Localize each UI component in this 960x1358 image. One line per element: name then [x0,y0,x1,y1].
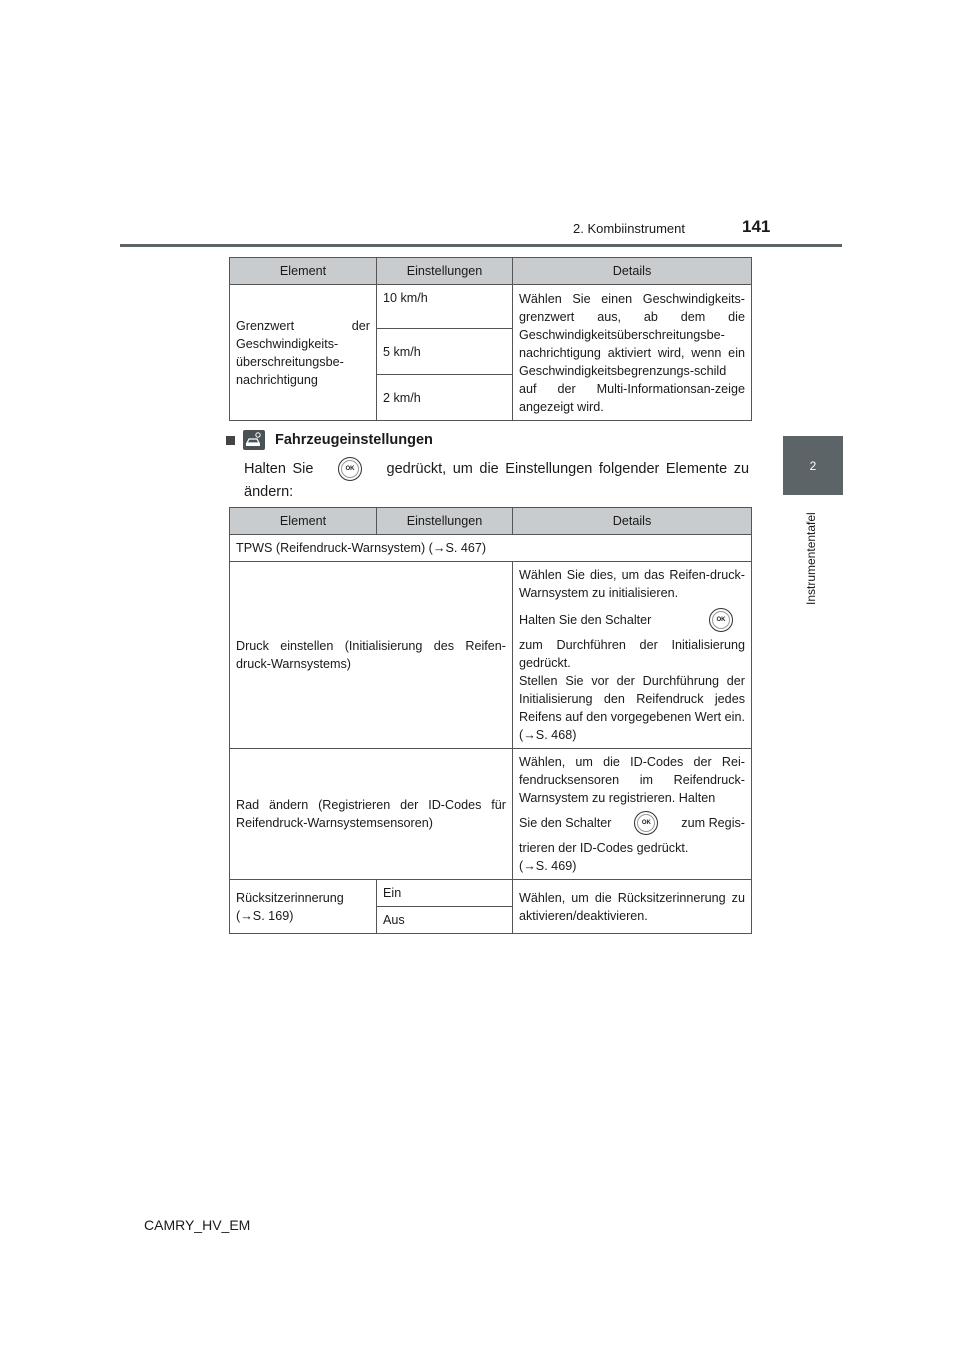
tpws-cell: TPWS (Reifendruck-Warnsystem) (→S. 467) [230,535,752,562]
ok-button-icon: OK [709,608,733,632]
details-line: trieren der ID-Codes gedrückt. [519,841,689,855]
header-element: Element [230,258,377,285]
setting-cell: 2 km/h [377,375,513,421]
details-text: Sie den Schalter [519,816,612,830]
table-header-row [230,258,752,285]
details-line: Wählen, um die ID-Codes der Rei-fendrucksensoren im Reifendruck-Warnsystem zu registrieren. Halten [519,755,745,805]
header-element: Element [230,508,377,535]
chapter-label-text: Instrumententafel [804,512,818,605]
details-line: (→S. 469) [519,859,577,873]
section-title-text: Fahrzeugeinstellungen [275,432,433,448]
element-cell: Grenzwert der Geschwindigkeits-überschreitungsbe-nachrichtigung [230,285,377,421]
speed-warning-table [229,257,752,421]
instruction-part-1: Halten Sie [244,460,314,477]
section-header: 2. Kombiinstrument [573,221,685,236]
element-line: Rücksitzerinnerung [236,890,344,905]
document-code: CAMRY_HV_EM [144,1217,251,1233]
table-row [230,880,752,907]
header-details: Details [513,258,752,285]
chapter-label [800,512,820,615]
table-row [230,535,752,562]
page-number: 141 [742,217,771,236]
element-cell: Rad ändern (Registrieren der ID-Codes für Reifendruck-Warnsystemsensoren) [230,749,513,880]
details-cell [513,749,752,880]
chapter-number: 2 [809,458,817,473]
header-settings: Einstellungen [377,508,513,535]
table-header-row [230,508,752,535]
setting-cell: 5 km/h [377,329,513,375]
header-divider [120,244,842,247]
ok-button-icon: OK [634,811,658,835]
details-text: zum Regis- [681,816,745,830]
details-cell [513,562,752,749]
bullet-square-icon [226,436,235,445]
chapter-tab [783,436,843,495]
header-details: Details [513,508,752,535]
table-row [230,749,752,880]
table-row [230,562,752,749]
details-line: zum Durchführen der Initialisierung gedrückt. [519,638,745,670]
details-text: Halten Sie den Schalter [519,613,652,627]
details-line: Wählen Sie dies, um das Reifen-druck-Warnsystem zu initialisieren. [519,568,745,600]
vehicle-settings-table [229,507,752,934]
setting-cell: 10 km/h [377,285,513,329]
car-settings-icon [243,430,265,450]
element-cell [230,880,377,934]
setting-cell: Aus [377,907,513,934]
header-settings: Einstellungen [377,258,513,285]
details-line [519,608,745,632]
instruction-part-2: gedrückt, um die Einstellungen folgender Elemente zu ändern: [244,460,750,500]
element-cell: Druck einstellen (Initialisierung des Reifen-druck-Warnsystems) [230,562,513,749]
instruction-text [244,457,749,504]
section-title [226,430,433,450]
element-line: (→S. 169) [236,908,294,923]
setting-cell: Ein [377,880,513,907]
details-cell: Wählen Sie einen Geschwindigkeits-grenzwert aus, ab dem die Geschwindigkeitsüberschreitungsbe-nachrichtigung aktiviert wird, wenn ein Geschwindigkeitsbegrenzungs-schild auf der Multi-Informationsan-zeige angezeigt wird. [513,285,752,421]
details-line [519,811,745,835]
details-cell: Wählen, um die Rücksitzerinnerung zu aktivieren/deaktivieren. [513,880,752,934]
table-row [230,285,752,329]
details-line: Stellen Sie vor der Durchführung der Initialisierung den Reifendruck jedes Reifens auf den vorgegebenen Wert ein. (→S. 468) [519,674,745,742]
ok-button-icon: OK [338,457,362,481]
